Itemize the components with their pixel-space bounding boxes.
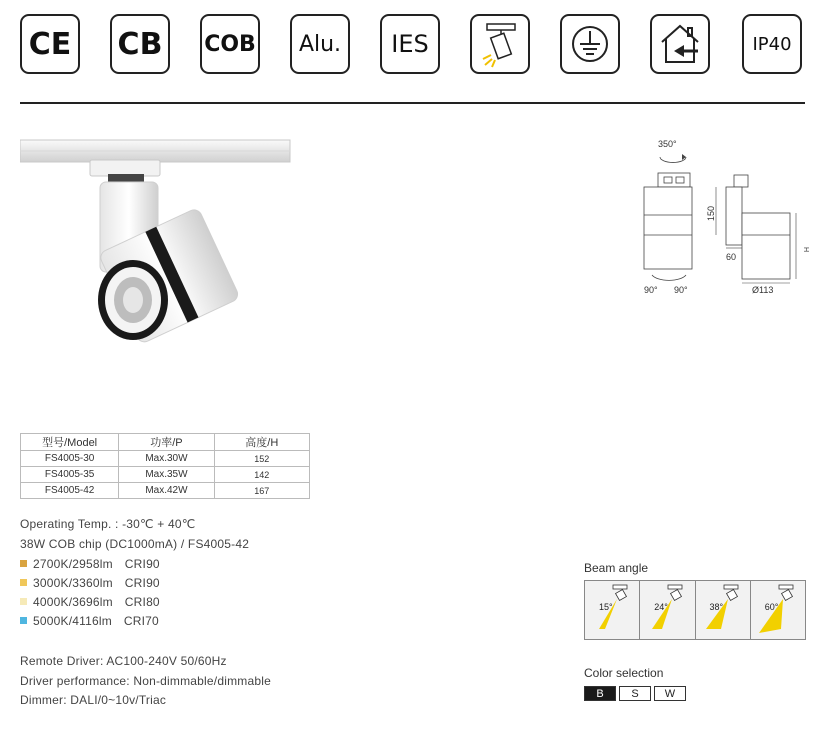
color-selection-title: Color selection — [584, 666, 664, 680]
power-cell: Max.30W — [119, 451, 214, 467]
power-cell: Max.35W — [119, 467, 214, 483]
protective-earth-icon — [560, 14, 620, 74]
model-cell: FS4005-35 — [21, 467, 119, 483]
ip-rating-icon: IP40 — [742, 14, 802, 74]
adjustable-spotlight-icon — [470, 14, 530, 74]
height-cell: 142 — [214, 467, 309, 483]
beam-option — [696, 581, 751, 639]
beam-angle-panel — [584, 580, 806, 640]
tilt-left-label: 90° — [644, 285, 658, 295]
indoor-use-graphic — [656, 20, 704, 68]
height-cell: 152 — [214, 451, 309, 467]
color-temp-item: 3000K/3360lm CRI90 — [20, 576, 160, 590]
beam-angle-label: 15° — [599, 602, 613, 612]
operating-temp-text: Operating Temp. : -30℃ + 40℃ — [20, 517, 196, 531]
color-temp-item: 2700K/2958lm CRI90 — [20, 557, 160, 571]
depth-dimension-label: 60 — [726, 252, 737, 262]
color-swatch — [20, 579, 27, 586]
color-selection-options — [584, 686, 686, 701]
ce-mark-icon: CE — [20, 14, 80, 74]
dimmer-text: Dimmer: DALI/0~10v/Triac — [20, 693, 167, 707]
ies-mark-icon: IES — [380, 14, 440, 74]
header-power: 功率/P — [119, 434, 214, 451]
table-row — [21, 467, 310, 483]
aluminum-mark-icon: Alu. — [290, 14, 350, 74]
height-cell: 167 — [214, 483, 309, 499]
remote-driver-text: Remote Driver: AC100-240V 50/60Hz — [20, 654, 227, 668]
beam-option — [585, 581, 640, 639]
color-swatch — [20, 560, 27, 567]
driver-performance-text: Driver performance: Non-dimmable/dimmable — [20, 674, 271, 688]
adjustable-spotlight-graphic — [475, 19, 525, 69]
table-row — [21, 483, 310, 499]
table-header-row — [21, 434, 310, 451]
dimension-drawing — [630, 135, 820, 300]
header-divider — [20, 102, 805, 104]
certification-row — [20, 14, 810, 80]
beam-option — [751, 581, 805, 639]
model-table — [20, 433, 310, 499]
beam-angle-title: Beam angle — [584, 561, 649, 575]
color-temp-item: 4000K/3696lm CRI80 — [20, 595, 160, 609]
variable-height-label: H — [802, 247, 809, 253]
header-height: 高度/H — [214, 434, 309, 451]
header-model: 型号/Model — [21, 434, 119, 451]
beam-angle-label: 60° — [764, 602, 779, 612]
color-option-white[interactable]: W — [654, 686, 686, 701]
color-option-black[interactable]: B — [584, 686, 616, 701]
track-spotlight-illustration — [20, 138, 320, 388]
color-swatch — [20, 617, 27, 624]
beam-option — [640, 581, 695, 639]
height-dimension-label: 150 — [706, 205, 716, 221]
model-cell: FS4005-30 — [21, 451, 119, 467]
color-swatch — [20, 598, 27, 605]
beam-angle-label: 38° — [709, 602, 724, 612]
beam-angle-label: 24° — [654, 602, 668, 612]
chip-text: 38W COB chip (DC1000mA) / FS4005-42 — [20, 537, 250, 551]
color-temp-item: 5000K/4116lm CRI70 — [20, 614, 159, 628]
protective-earth-graphic — [568, 22, 612, 66]
model-cell: FS4005-42 — [21, 483, 119, 499]
diameter-label: Ø113 — [752, 285, 774, 295]
tilt-right-label: 90° — [674, 285, 688, 295]
table-row — [21, 451, 310, 467]
power-cell: Max.42W — [119, 483, 214, 499]
cob-mark-icon: COB — [200, 14, 260, 74]
indoor-use-icon — [650, 14, 710, 74]
color-option-silver[interactable]: S — [619, 686, 651, 701]
cb-mark-icon: CB — [110, 14, 170, 74]
rotation-label: 350° — [658, 139, 677, 149]
